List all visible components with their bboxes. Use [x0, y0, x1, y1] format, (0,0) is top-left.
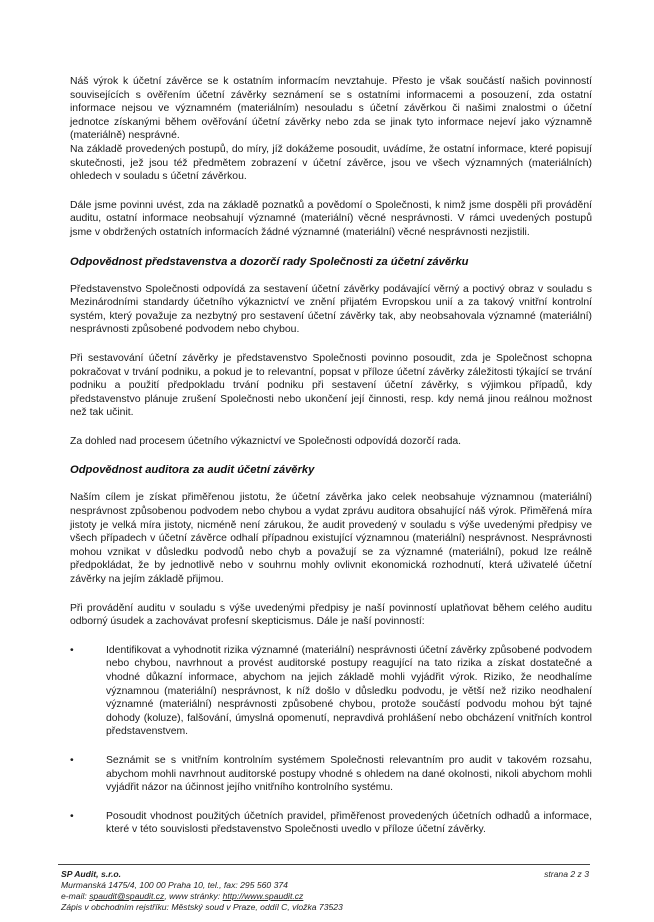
document-body [70, 75, 592, 852]
email-link[interactable]: spaudit@spaudit.cz [89, 891, 165, 901]
heading-auditor-responsibility: Odpovědnost auditora za audit účetní závěrky [70, 464, 315, 477]
paragraph-other-info-1: Náš výrok k účetní závěrce se k ostatním informacím nevztahuje. Přesto je však součástí našich povinností souvisejících s ověřením účetní závěrky seznámení se s ostatními informacemi a posouzení, zda ostatní informace nejsou ve významném (materiálním) nesouladu s účetní závěrkou či našimi znalostmi o účetní jednotce získanými během ověřování účetní závěrky nebo zda se jinak tyto informace nejeví jako významně (materiálně) nesprávné. [70, 76, 592, 142]
page-number: strana 2 z 3 [544, 869, 589, 879]
bullet-icon: • [70, 810, 74, 822]
list-item-text: Identifikovat a vyhodnotit rizika významné (materiální) nesprávnosti účetní závěrky způsobené podvodem nebo chybou, navrhnout a provést auditorské postupy reagující na tato rizika a získat dostatečné a vhodné důkazní informace, abychom na jejich základě mohli vyjádřit výrok. Riziko, že neodhalíme významnou (materiální) nesprávnost, k níž došlo v důsledku podvodu, je větší než riziko neodhalení významné (materiální) nesprávnosti způsobené chybou, protože součástí podvodu mohou být tajné dohody (koluze), falšování, úmyslná opomenutí, nepravdivá prohlášení nebo obcházení vnitřních kontrol představenstvem. [106, 644, 592, 738]
email-label: e-mail: [61, 891, 90, 901]
paragraph-management-2: Při sestavování účetní závěrky je představenstvo Společnosti povinno posoudit, zda je Společnost schopna pokračovat v trvání podniku, a pokud je to relevantní, popsat v příloze účetní závěrky záležitosti týkající se trvání podniku a použití předpokladu trvání podniku při sestavení účetní závěrky, s výjimkou případů, kdy představenstvo plánuje zrušení Společnosti nebo ukončení její činnosti, resp. kdy nemá jinou reálnou možnost než tak učinit. [70, 352, 592, 419]
heading-management-responsibility: Odpovědnost představenstva a dozorčí rady Společnosti za účetní závěrku [70, 255, 469, 268]
bullet-icon: • [70, 754, 74, 766]
footer-register: Zápis v obchodním rejstříku: Městský soud v Praze, oddíl C, vložka 73523 [61, 902, 343, 912]
footer-address: Murmanská 1475/4, 100 00 Praha 10, tel., fax: 295 560 374 [61, 880, 288, 890]
list-item [70, 754, 592, 795]
bullet-icon: • [70, 644, 74, 656]
footer [61, 869, 589, 913]
paragraph-other-info-2: Na základě provedených postupů, do míry, jíž dokážeme posoudit, uvádíme, že ostatní informace, které popisují skutečnosti, jež jsou též předmětem zobrazení v účetní závěrce, jsou ve všech významných (materiálních) ohledech v souladu s účetní závěrkou. [70, 143, 592, 183]
list-item [70, 644, 592, 739]
paragraph-management-1: Představenstvo Společnosti odpovídá za sestavení účetní závěrky podávající věrný a poctivý obraz v souladu s Mezinárodními standardy účetního výkaznictví ve znění přijatém Evropskou unií a za takový vnitřní kontrolní systém, který považuje za nezbytný pro sestavení účetní závěrky tak, aby neobsahovala významné (materiální) nesprávnosti způsobené podvodem nebo chybou. [70, 283, 592, 336]
paragraph-auditor-1: Naším cílem je získat přiměřenou jistotu, že účetní závěrka jako celek neobsahuje významnou (materiální) nesprávnost způsobenou podvodem nebo chybou a vydat zprávu auditora obsahující náš výrok. Přiměřená míra jistoty je velká míra jistoty, nicméně není zárukou, že audit provedený v souladu s výše uvedenými předpisy ve všech případech v účetní závěrce odhalí případnou existující významnou (materiální) nesprávnost. Nesprávnosti mohou vznikat v důsledku podvodů nebo chyb a považují se za významné (materiální), pokud lze reálně předpokládat, že by jednotlivě nebo v souhrnu mohly ovlivnit ekonomická rozhodnutí, která uživatelé účetní závěrky na jejím základě přijmou. [70, 492, 592, 586]
paragraph-other-info-3: Dále jsme povinni uvést, zda na základě poznatků a povědomí o Společnosti, k nimž jsme dospěli při provádění auditu, ostatní informace neobsahují významné (materiální) věcné nesprávnosti. V rámci uvedených postupů jsme v obdržených ostatních informacích žádné významné (materiální) věcné nesprávnosti nezjistili. [70, 199, 592, 238]
list-item [70, 810, 592, 837]
paragraph-management-3: Za dohled nad procesem účetního výkaznictví ve Společnosti odpovídá dozorčí rada. [70, 435, 462, 447]
auditor-duties-list [70, 644, 592, 837]
footer-contacts [61, 891, 589, 902]
website-link[interactable]: http://www.spaudit.cz [222, 891, 304, 901]
web-label: , www stránky: [164, 891, 223, 901]
paragraph-auditor-2: Při provádění auditu v souladu s výše uvedenými předpisy je naší povinností uplatňovat během celého auditu odborný úsudek a zachovávat profesní skepticismus. Dále je naší povinností: [70, 602, 592, 628]
list-item-text: Seznámit se s vnitřním kontrolním systémem Společnosti relevantním pro audit v takovém rozsahu, abychom mohli navrhnout auditorské postupy vhodné s ohledem na dané okolnosti, nikoli abychom mohli vyjádřit názor na účinnost jejího vnitřního kontrolního systému. [106, 754, 592, 794]
footer-company: SP Audit, s.r.o. [61, 869, 122, 879]
footer-divider [58, 864, 590, 865]
list-item-text: Posoudit vhodnost použitých účetních pravidel, přiměřenost provedených účetních odhadů a informace, které v této souvislosti představenstvo Společnosti uvedlo v příloze účetní závěrky. [106, 810, 592, 836]
